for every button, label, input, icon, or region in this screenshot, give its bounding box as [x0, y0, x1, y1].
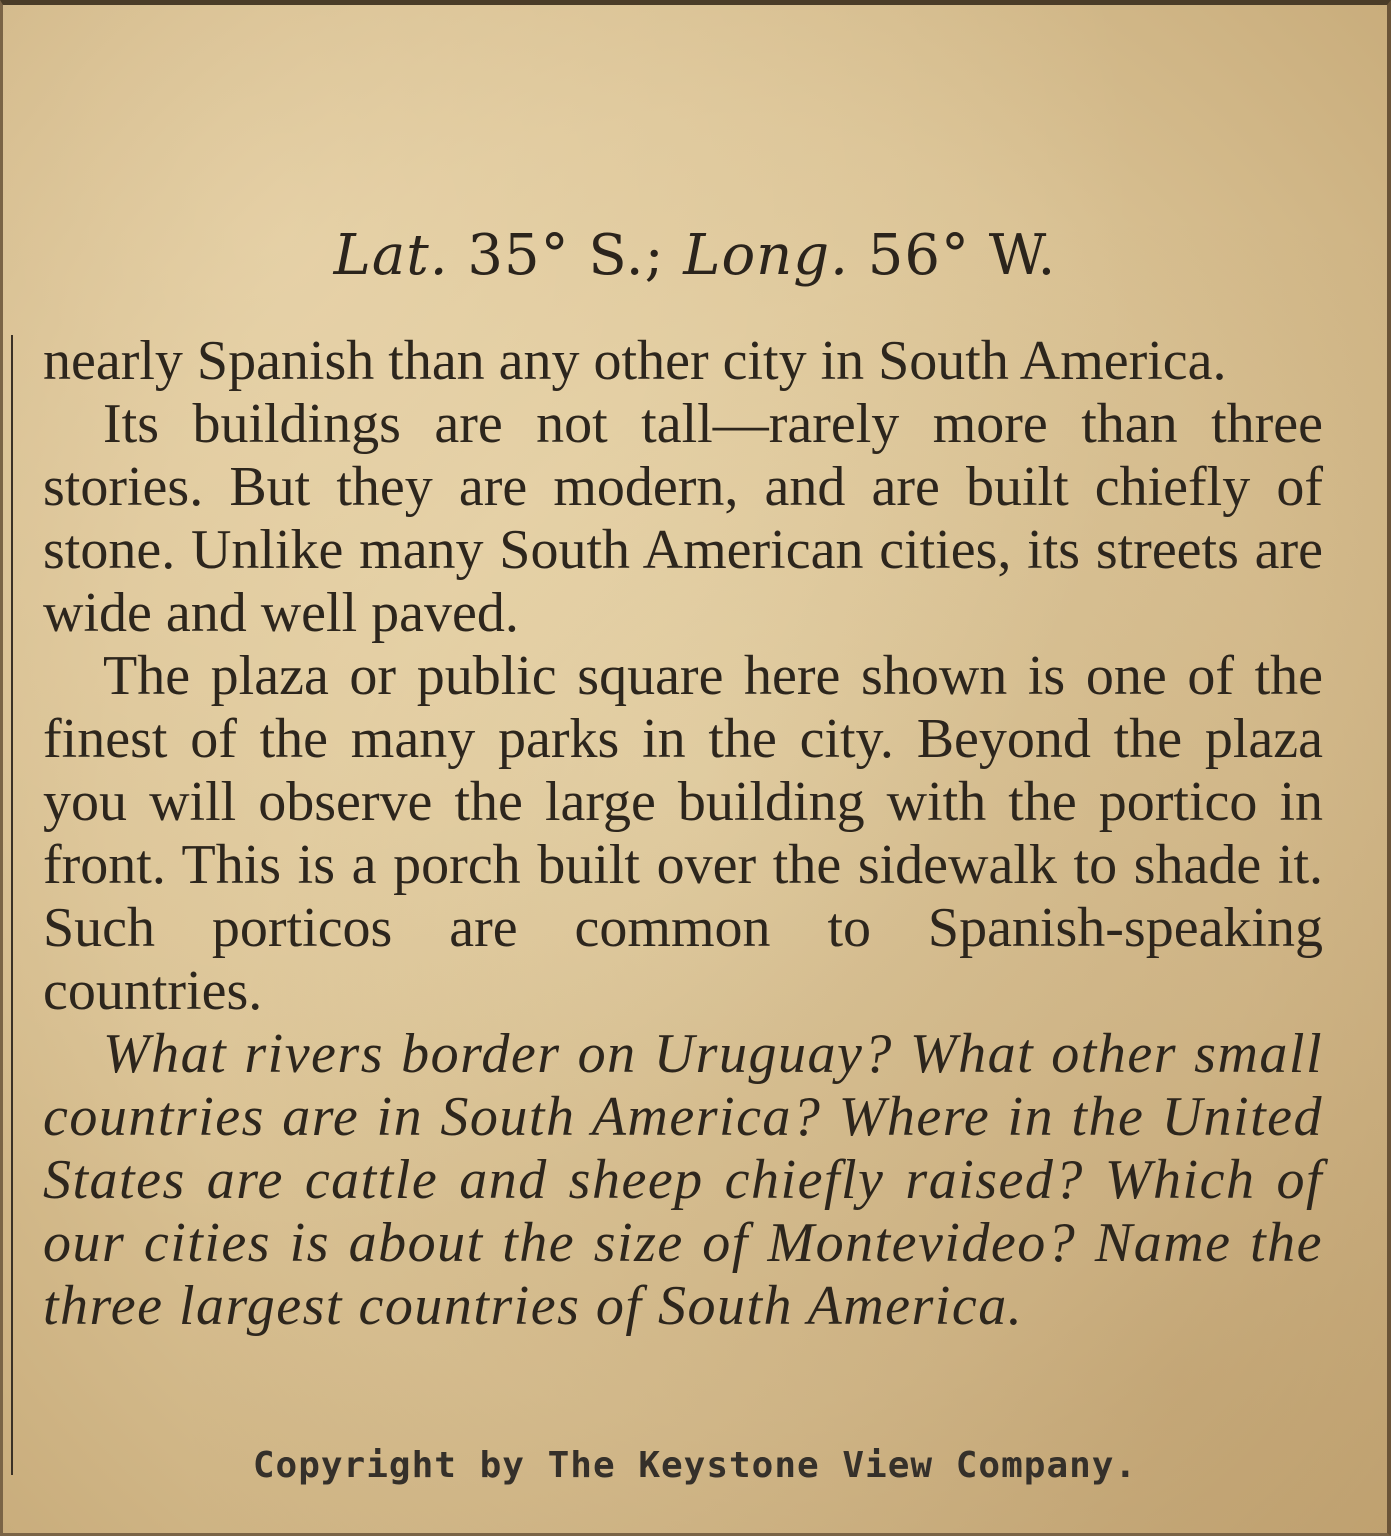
study-questions: What rivers border on Uruguay? What other small countries are in South America? Where in the United States are cattle and sheep chiefly raised? Which of our cities is about the size of Montevideo? Name the three largest countries of South America. — [43, 1023, 1323, 1337]
copyright-line: Copyright by The Keystone View Company. — [252, 1445, 1138, 1486]
longitude-label: Long. — [683, 223, 849, 288]
paragraph-plaza: The plaza or public square here shown is one of the finest of the many parks in the city. Beyond the plaza you will observe the large building with the portico in front. This is a porch built over the sidewalk to shade it. Such porticos are common to Spanish-speaking countries. — [43, 645, 1323, 1022]
description-text — [43, 330, 1323, 1338]
latitude-label: Lat. — [333, 223, 449, 288]
paragraph-continuation: nearly Spanish than any other city in South America. — [43, 330, 1227, 392]
longitude-value: 56° W. — [867, 223, 1057, 288]
latitude-value: 35° S.; — [467, 223, 665, 288]
paragraph-buildings: Its buildings are not tall—rarely more than three stories. But they are modern, and are built chiefly of stone. Unlike many South American cities, its streets are wide and well paved. — [43, 393, 1323, 644]
coordinates-heading — [3, 223, 1387, 288]
left-margin-rule — [11, 335, 13, 1475]
